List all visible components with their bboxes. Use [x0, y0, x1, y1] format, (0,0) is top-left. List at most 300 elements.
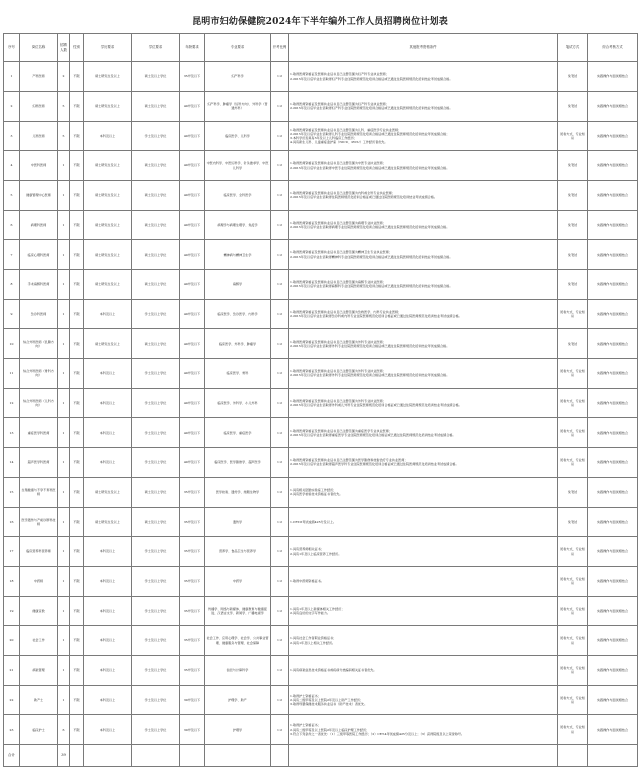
- table-row: [4, 359, 638, 389]
- footer-empty-cell: [84, 745, 132, 767]
- cell-gender: 不限: [70, 270, 84, 300]
- cell-exam: 免笔试: [558, 62, 588, 92]
- cell-ratio: 1:2: [271, 566, 289, 596]
- cell-ratio: 1:2: [271, 537, 289, 567]
- cell-exam: 闭卷方式，专业知识: [558, 655, 588, 685]
- cell-position: 临床心理科医师: [20, 240, 58, 270]
- cell-major: 护理学、助产: [205, 685, 271, 715]
- cell-count: 1: [58, 596, 70, 626]
- cell-major: 临床医学、急诊医学、内科学: [205, 299, 271, 329]
- cell-requirements: 1.取得医师资格证及医师执业证书且已注册范围为重症医学专业执业医师； 2.2015年及以后毕业生需取得重症医学专业住院医师规范化培训合格证或已通过住院医师规范化培训结业考试成绩合格。: [289, 418, 558, 448]
- table-row: [4, 299, 638, 329]
- table-row: [4, 121, 638, 151]
- cell-count: 1: [58, 210, 70, 240]
- table-row: [4, 626, 638, 656]
- cell-education: 硕士研究生及以上: [84, 507, 132, 537]
- cell-ratio: 1:2: [271, 418, 289, 448]
- cell-requirements: 1.取得医师资格证及医师执业证书且已注册范围为妇产科专业执业医师； 2.2015年及以后毕业生需取得妇产科专业住院医师规范化培训合格证或已通过住院医师规范化培训结业考试成绩合格。: [289, 62, 558, 92]
- total-label: 合计: [4, 745, 20, 767]
- table-header-row: [4, 34, 638, 62]
- col-header-assessment: 综合考核方式: [588, 34, 638, 62]
- cell-age: 40岁及以下: [180, 270, 205, 300]
- cell-major: 社会工作、应用心理学、社会学、公共事业管理、健康服务与管理、社会保障: [205, 626, 271, 656]
- cell-count: 1: [58, 537, 70, 567]
- cell-position: 中医科医师: [20, 151, 58, 181]
- cell-ratio: 1:2: [271, 180, 289, 210]
- cell-education: 本科及以上: [84, 299, 132, 329]
- cell-age: 30岁及以下: [180, 715, 205, 745]
- cell-count: 1: [58, 151, 70, 181]
- cell-age: 30岁及以下: [180, 685, 205, 715]
- cell-position: 重症医学科医师: [20, 418, 58, 448]
- cell-degree: 学士及以上学位: [132, 715, 180, 745]
- cell-ratio: 1:2: [271, 299, 289, 329]
- cell-degree: 硕士及以上学位: [132, 270, 180, 300]
- cell-position: 中药师: [20, 566, 58, 596]
- cell-education: 硕士研究生及以上: [84, 91, 132, 121]
- cell-requirements: 1.取得医师资格证及医师执业证书且已注册范围为精神卫生专业执业医师； 2.2015年及以后毕业生需取得精神科专业住院医师规范化培训合格证或已通过住院医师规范化培训结业考试成绩合格。: [289, 240, 558, 270]
- cell-gender: 不限: [70, 626, 84, 656]
- table-row: [4, 329, 638, 359]
- cell-position: 手术麻醉科医师: [20, 270, 58, 300]
- cell-exam: 免笔试: [558, 507, 588, 537]
- cell-exam: 免笔试: [558, 240, 588, 270]
- cell-position: 综合外科医师（乳腺方向）: [20, 329, 58, 359]
- cell-assessment: 实践操作与面试相结合: [588, 477, 638, 507]
- cell-position: 健康宣教: [20, 596, 58, 626]
- cell-assessment: 实践操作与面试相结合: [588, 566, 638, 596]
- table-row: [4, 180, 638, 210]
- cell-ratio: 1:2: [271, 507, 289, 537]
- cell-major: 临床医学、儿科学: [205, 121, 271, 151]
- cell-education: 硕士研究生及以上: [84, 180, 132, 210]
- cell-count: 1: [58, 388, 70, 418]
- cell-ratio: 1:2: [271, 329, 289, 359]
- cell-count: 1: [58, 299, 70, 329]
- table-row: [4, 210, 638, 240]
- cell-exam: 闭卷方式，专业知识: [558, 388, 588, 418]
- col-header-ratio: 开考比例: [271, 34, 289, 62]
- cell-index: 20: [4, 626, 20, 656]
- col-header-major: 专业要求: [205, 34, 271, 62]
- cell-position: 病案管理: [20, 655, 58, 685]
- cell-index: 18: [4, 566, 20, 596]
- cell-degree: 学士及以上学位: [132, 121, 180, 151]
- cell-degree: 学士及以上学位: [132, 388, 180, 418]
- cell-exam: 闭卷方式，专业知识: [558, 359, 588, 389]
- cell-position: 病理科医师: [20, 210, 58, 240]
- cell-count: 1: [58, 448, 70, 478]
- cell-assessment: 实践操作与面试相结合: [588, 537, 638, 567]
- cell-gender: 不限: [70, 507, 84, 537]
- cell-requirements: 1.具有1年及以上新媒体相关工作经历； 2.具有良好的文字写作能力。: [289, 596, 558, 626]
- cell-age: 40岁及以下: [180, 448, 205, 478]
- cell-exam: 闭卷方式，专业知识: [558, 715, 588, 745]
- cell-education: 本科及以上: [84, 388, 132, 418]
- table-row: [4, 388, 638, 418]
- cell-age: 40岁及以下: [180, 359, 205, 389]
- cell-exam: 闭卷方式，专业知识: [558, 685, 588, 715]
- cell-requirements: 1.取得医师资格证及医师执业证书且已注册范围为外科专业执业医师； 2.2015年及以后毕业生需取得外科专业住院医师规范化培训合格证或已通过住院医师规范化培训结业考试成绩合格。: [289, 359, 558, 389]
- cell-exam: 免笔试: [558, 91, 588, 121]
- cell-count: 1: [58, 685, 70, 715]
- cell-degree: 硕士及以上学位: [132, 240, 180, 270]
- cell-count: 5: [58, 121, 70, 151]
- cell-exam: 闭卷方式，专业知识: [558, 418, 588, 448]
- table-row: [4, 537, 638, 567]
- cell-education: 本科及以上: [84, 359, 132, 389]
- cell-assessment: 实践操作与面试相结合: [588, 62, 638, 92]
- cell-count: 1: [58, 240, 70, 270]
- cell-age: 40岁及以下: [180, 240, 205, 270]
- cell-exam: 闭卷方式，专业知识: [558, 537, 588, 567]
- cell-exam: 闭卷方式，专业知识: [558, 566, 588, 596]
- cell-index: 2: [4, 91, 20, 121]
- cell-age: 40岁及以下: [180, 299, 205, 329]
- cell-assessment: 实践操作与面试相结合: [588, 507, 638, 537]
- cell-index: 14: [4, 448, 20, 478]
- cell-major: 护理学: [205, 715, 271, 745]
- col-header-requirements: 其他报考资格条件: [289, 34, 558, 62]
- table-row: [4, 685, 638, 715]
- cell-index: 1: [4, 62, 20, 92]
- cell-index: 15: [4, 477, 20, 507]
- cell-index: 7: [4, 240, 20, 270]
- cell-education: 硕士研究生及以上: [84, 329, 132, 359]
- cell-ratio: 1:2: [271, 477, 289, 507]
- cell-requirements: 1.取得医师资格证及医师执业证书且已注册范围为外科专业执业医师； 2.2015年及以后毕业生需取得外科专业住院医师规范化培训合格证或已通过住院医师规范化培训结业考试成绩合格。: [289, 329, 558, 359]
- cell-position: 儿科医师: [20, 121, 58, 151]
- cell-exam: 闭卷方式，专业知识: [558, 448, 588, 478]
- cell-degree: 学士及以上学位: [132, 685, 180, 715]
- cell-ratio: 1:2: [271, 715, 289, 745]
- footer-empty-cell: [180, 745, 205, 767]
- cell-count: 1: [58, 655, 70, 685]
- cell-exam: 免笔试: [558, 270, 588, 300]
- cell-major: 临床医学、骨科: [205, 359, 271, 389]
- cell-assessment: 实践操作与面试相结合: [588, 418, 638, 448]
- cell-position: 生殖健康与不孕不育科医师: [20, 477, 58, 507]
- cell-major: 临床医学、医学影像学、超声医学: [205, 448, 271, 478]
- cell-education: 本科及以上: [84, 121, 132, 151]
- cell-major: 临床医学、外科学、小儿外科: [205, 388, 271, 418]
- cell-gender: 不限: [70, 448, 84, 478]
- cell-count: 1: [58, 477, 70, 507]
- cell-major: 临床医学、外科学、肿瘤学: [205, 329, 271, 359]
- cell-requirements: 1.取得医师资格证及医师执业证书且已注册范围为中医专业执业医师； 2.2015年及以后毕业生需取得中医专业住院医师规范化培训合格证或已通过住院医师规范化培训结业考试成绩合格。: [289, 151, 558, 181]
- cell-gender: 不限: [70, 240, 84, 270]
- cell-ratio: 1:2: [271, 655, 289, 685]
- cell-education: 本科及以上: [84, 655, 132, 685]
- cell-requirements: 1.具有社会工作者职业资格证书； 2.具有1年及以上相关工作经历。: [289, 626, 558, 656]
- table-row: [4, 566, 638, 596]
- cell-education: 本科及以上: [84, 537, 132, 567]
- cell-index: 8: [4, 270, 20, 300]
- total-count: 39: [58, 745, 70, 767]
- cell-exam: 免笔试: [558, 210, 588, 240]
- cell-ratio: 1:2: [271, 210, 289, 240]
- cell-degree: 硕士及以上学位: [132, 329, 180, 359]
- cell-assessment: 实践操作与面试相结合: [588, 655, 638, 685]
- cell-assessment: 实践操作与面试相结合: [588, 270, 638, 300]
- cell-age: 35岁及以下: [180, 655, 205, 685]
- cell-index: 23: [4, 715, 20, 745]
- cell-degree: 学士及以上学位: [132, 596, 180, 626]
- cell-age: 40岁及以下: [180, 388, 205, 418]
- cell-requirements: 1.取得医师资格证及医师执业证书且已注册范围为急救医学、内科专业执业医师； 2.2015年及以后毕业生需取得急诊科或内科专业住院医师规范化培训合格证或已通过住院医师规范化培训结业考试成绩合格。: [289, 299, 558, 329]
- cell-exam: 免笔试: [558, 151, 588, 181]
- cell-age: 35岁及以下: [180, 596, 205, 626]
- cell-degree: 学士及以上学位: [132, 655, 180, 685]
- cell-age: 40岁及以下: [180, 151, 205, 181]
- cell-assessment: 实践操作与面试相结合: [588, 180, 638, 210]
- cell-assessment: 实践操作与面试相结合: [588, 596, 638, 626]
- cell-degree: 学士及以上学位: [132, 566, 180, 596]
- cell-count: 1: [58, 626, 70, 656]
- cell-requirements: 1.取得医师资格证及医师执业证书且已注册范围为儿科、重症医学专业执业医师； 2.2015年及以后毕业生需取得儿科专业住院医师规范化培训合格证或已通过住院医师规范化培训结业考试成绩合格； 3.本科学历需具有3年及以上儿科临床工作经历； 4.具有新生儿科、儿童重症监护室（NICU、PICU）工作经历者优先。: [289, 121, 558, 151]
- cell-index: 17: [4, 537, 20, 567]
- cell-assessment: 实践操作与面试相结合: [588, 151, 638, 181]
- cell-gender: 不限: [70, 477, 84, 507]
- cell-gender: 不限: [70, 210, 84, 240]
- cell-major: 中医内科学、中医妇科学、针灸推拿学、中医儿科学: [205, 151, 271, 181]
- page-title: 昆明市妇幼保健院2024年下半年编外工作人员招聘岗位计划表: [192, 17, 448, 27]
- cell-degree: 硕士及以上学位: [132, 507, 180, 537]
- cell-exam: 免笔试: [558, 477, 588, 507]
- table-row: [4, 715, 638, 745]
- cell-ratio: 1:2: [271, 91, 289, 121]
- footer-empty-cell: [205, 745, 271, 767]
- cell-count: 1: [58, 359, 70, 389]
- table-footer-row: [4, 745, 638, 767]
- cell-major: 临床医学、重症医学: [205, 418, 271, 448]
- cell-assessment: 实践操作与面试相结合: [588, 210, 638, 240]
- cell-age: 40岁及以下: [180, 418, 205, 448]
- cell-age: 35岁及以下: [180, 537, 205, 567]
- cell-assessment: 实践操作与面试相结合: [588, 685, 638, 715]
- cell-age: 35岁及以下: [180, 626, 205, 656]
- cell-index: 4: [4, 151, 20, 181]
- cell-gender: 不限: [70, 685, 84, 715]
- table-row: [4, 507, 638, 537]
- cell-education: 本科及以上: [84, 626, 132, 656]
- cell-gender: 不限: [70, 388, 84, 418]
- cell-major: 病理学与病理生理学、免疫学: [205, 210, 271, 240]
- cell-education: 本科及以上: [84, 566, 132, 596]
- cell-education: 硕士研究生及以上: [84, 151, 132, 181]
- footer-empty-cell: [588, 745, 638, 767]
- cell-assessment: 实践操作与面试相结合: [588, 240, 638, 270]
- table-row: [4, 596, 638, 626]
- cell-index: 22: [4, 685, 20, 715]
- cell-education: 硕士研究生及以上: [84, 240, 132, 270]
- cell-requirements: 1.取得医师资格证及医师执业证书且已注册范围为内科或全科专业执业医师； 2.2015年及以后毕业生需取得住院医师规范化培训合格证或已通过住院医师规范化培训结业考试成绩合格。: [289, 180, 558, 210]
- table-row: [4, 418, 638, 448]
- cell-gender: 不限: [70, 180, 84, 210]
- cell-age: 35岁及以下: [180, 507, 205, 537]
- cell-exam: 闭卷方式，专业知识: [558, 596, 588, 626]
- cell-gender: 不限: [70, 299, 84, 329]
- cell-education: 本科及以上: [84, 596, 132, 626]
- cell-major: 传播学、网络与新媒体、健康教育与健康促进、汉语言文学、新闻学、广播电视学: [205, 596, 271, 626]
- footer-empty-cell: [132, 745, 180, 767]
- cell-requirements: 1.取得护士资格证书； 2.具有二级甲等及以上医院2年及以上助产工作经历； 3.取得母婴保健技术服务执业证书（助产技术）者优先。: [289, 685, 558, 715]
- cell-major: 麻醉学: [205, 270, 271, 300]
- cell-position: 综合外科医师（骨科方向）: [20, 359, 58, 389]
- cell-education: 硕士研究生及以上: [84, 270, 132, 300]
- cell-education: 硕士研究生及以上: [84, 210, 132, 240]
- cell-major: 信息与计算科学: [205, 655, 271, 685]
- cell-major: 医学检验、遗传学、细胞生物学: [205, 477, 271, 507]
- cell-degree: 硕士及以上学位: [132, 210, 180, 240]
- cell-ratio: 1:2: [271, 62, 289, 92]
- cell-count: 1: [58, 180, 70, 210]
- cell-degree: 学士及以上学位: [132, 418, 180, 448]
- cell-major: 精神病与精神卫生学: [205, 240, 271, 270]
- cell-index: 13: [4, 418, 20, 448]
- cell-degree: 硕士及以上学位: [132, 180, 180, 210]
- col-header-position: 岗位名称: [20, 34, 58, 62]
- cell-index: 9: [4, 299, 20, 329]
- cell-assessment: 实践操作与面试相结合: [588, 715, 638, 745]
- table-row: [4, 655, 638, 685]
- cell-gender: 不限: [70, 121, 84, 151]
- cell-position: 产科医师: [20, 62, 58, 92]
- cell-gender: 不限: [70, 62, 84, 92]
- cell-major: 临床医学、全科医学: [205, 180, 271, 210]
- cell-age: 40岁及以下: [180, 180, 205, 210]
- cell-index: 5: [4, 180, 20, 210]
- cell-education: 硕士研究生及以上: [84, 62, 132, 92]
- footer-empty-cell: [289, 745, 558, 767]
- cell-assessment: 实践操作与面试相结合: [588, 626, 638, 656]
- table-row: [4, 240, 638, 270]
- cell-assessment: 实践操作与面试相结合: [588, 448, 638, 478]
- cell-education: 本科及以上: [84, 685, 132, 715]
- cell-position: 超声医学科医师: [20, 448, 58, 478]
- cell-exam: 闭卷方式，专业知识: [558, 299, 588, 329]
- cell-degree: 硕士及以上学位: [132, 91, 180, 121]
- cell-exam: 免笔试: [558, 180, 588, 210]
- table-row: [4, 448, 638, 478]
- cell-position: 妇科医师: [20, 91, 58, 121]
- cell-education: 本科及以上: [84, 715, 132, 745]
- cell-index: 21: [4, 655, 20, 685]
- table-row: [4, 62, 638, 92]
- cell-gender: 不限: [70, 715, 84, 745]
- cell-gender: 不限: [70, 359, 84, 389]
- col-header-exam: 笔试方式: [558, 34, 588, 62]
- cell-major: 遗传学: [205, 507, 271, 537]
- footer-empty-cell: [70, 745, 84, 767]
- cell-assessment: 实践操作与面试相结合: [588, 388, 638, 418]
- cell-degree: 硕士及以上学位: [132, 62, 180, 92]
- cell-age: 40岁及以下: [180, 91, 205, 121]
- cell-age: 40岁及以下: [180, 121, 205, 151]
- cell-age: 35岁及以下: [180, 477, 205, 507]
- cell-ratio: 1:2: [271, 359, 289, 389]
- cell-index: 16: [4, 507, 20, 537]
- cell-requirements: 1.取得医师资格证及医师执业证书且已注册范围为外科专业执业医师； 2.2015年及以后毕业生需取得外科或儿外科专业住院医师规范化培训合格证或已通过住院医师规范化培训结业考试成绩合格。: [289, 388, 558, 418]
- cell-position: 健康管理中心医师: [20, 180, 58, 210]
- cell-degree: 学士及以上学位: [132, 537, 180, 567]
- cell-major: 妇产科学: [205, 62, 271, 92]
- cell-index: 10: [4, 329, 20, 359]
- cell-gender: 不限: [70, 655, 84, 685]
- cell-major: 妇产科学、肿瘤学（妇科方向）、外科学（普通外科）: [205, 91, 271, 121]
- table-body: [4, 62, 638, 745]
- cell-count: 1: [58, 507, 70, 537]
- cell-assessment: 实践操作与面试相结合: [588, 299, 638, 329]
- cell-count: 1: [58, 418, 70, 448]
- cell-requirements: 1.取得护士资格证书； 2.具有二级甲等及以上医院2年及以上临床护理工作经历； 3.符合下列条件之一者优先：（1）三级甲等医院工作经历；（2）CET-4考试成绩425分及以上；（3）获得院级及以上荣誉称号。: [289, 715, 558, 745]
- col-header-count: 招聘人数: [58, 34, 70, 62]
- cell-gender: 不限: [70, 151, 84, 181]
- cell-index: 3: [4, 121, 20, 151]
- cell-ratio: 1:2: [271, 685, 289, 715]
- cell-gender: 不限: [70, 566, 84, 596]
- cell-count: 2: [58, 62, 70, 92]
- cell-age: 35岁及以下: [180, 566, 205, 596]
- col-header-age: 年龄要求: [180, 34, 205, 62]
- cell-count: 1: [58, 270, 70, 300]
- footer-empty-cell: [20, 745, 58, 767]
- cell-major: 中药学: [205, 566, 271, 596]
- footer-empty-cell: [558, 745, 588, 767]
- cell-exam: 闭卷方式，专业知识: [558, 626, 588, 656]
- cell-count: 1: [58, 329, 70, 359]
- cell-degree: 学士及以上学位: [132, 299, 180, 329]
- cell-degree: 学士及以上学位: [132, 448, 180, 478]
- cell-ratio: 1:2: [271, 448, 289, 478]
- cell-index: 12: [4, 388, 20, 418]
- cell-exam: 闭卷方式，专业知识: [558, 121, 588, 151]
- col-header-education: 学历要求: [84, 34, 132, 62]
- cell-age: 40岁及以下: [180, 210, 205, 240]
- table-row: [4, 91, 638, 121]
- footer-empty-cell: [271, 745, 289, 767]
- col-header-index: 序号: [4, 34, 20, 62]
- table-row: [4, 151, 638, 181]
- col-header-gender: 性别: [70, 34, 84, 62]
- cell-assessment: 实践操作与面试相结合: [588, 121, 638, 151]
- cell-education: 本科及以上: [84, 448, 132, 478]
- cell-assessment: 实践操作与面试相结合: [588, 91, 638, 121]
- cell-position: 医学遗传与产前诊断科技师: [20, 507, 58, 537]
- cell-degree: 硕士及以上学位: [132, 151, 180, 181]
- table-row: [4, 270, 638, 300]
- cell-degree: 学士及以上学位: [132, 359, 180, 389]
- cell-count: 5: [58, 91, 70, 121]
- cell-education: 本科及以上: [84, 418, 132, 448]
- cell-gender: 不限: [70, 537, 84, 567]
- cell-ratio: 1:2: [271, 270, 289, 300]
- cell-index: 19: [4, 596, 20, 626]
- cell-gender: 不限: [70, 91, 84, 121]
- cell-gender: 不限: [70, 596, 84, 626]
- cell-index: 6: [4, 210, 20, 240]
- cell-ratio: 1:2: [271, 151, 289, 181]
- cell-position: 助产士: [20, 685, 58, 715]
- cell-age: 40岁及以下: [180, 329, 205, 359]
- cell-assessment: 实践操作与面试相结合: [588, 329, 638, 359]
- cell-requirements: 1.具有相关胚胎实验室工作经历； 2.具有医学检验技术资格证书者优先。: [289, 477, 558, 507]
- cell-degree: 硕士及以上学位: [132, 477, 180, 507]
- cell-requirements: 1.CET-6考试成绩425分及以上。: [289, 507, 558, 537]
- cell-position: 综合外科医师（儿科方向）: [20, 388, 58, 418]
- cell-index: 11: [4, 359, 20, 389]
- cell-ratio: 1:2: [271, 596, 289, 626]
